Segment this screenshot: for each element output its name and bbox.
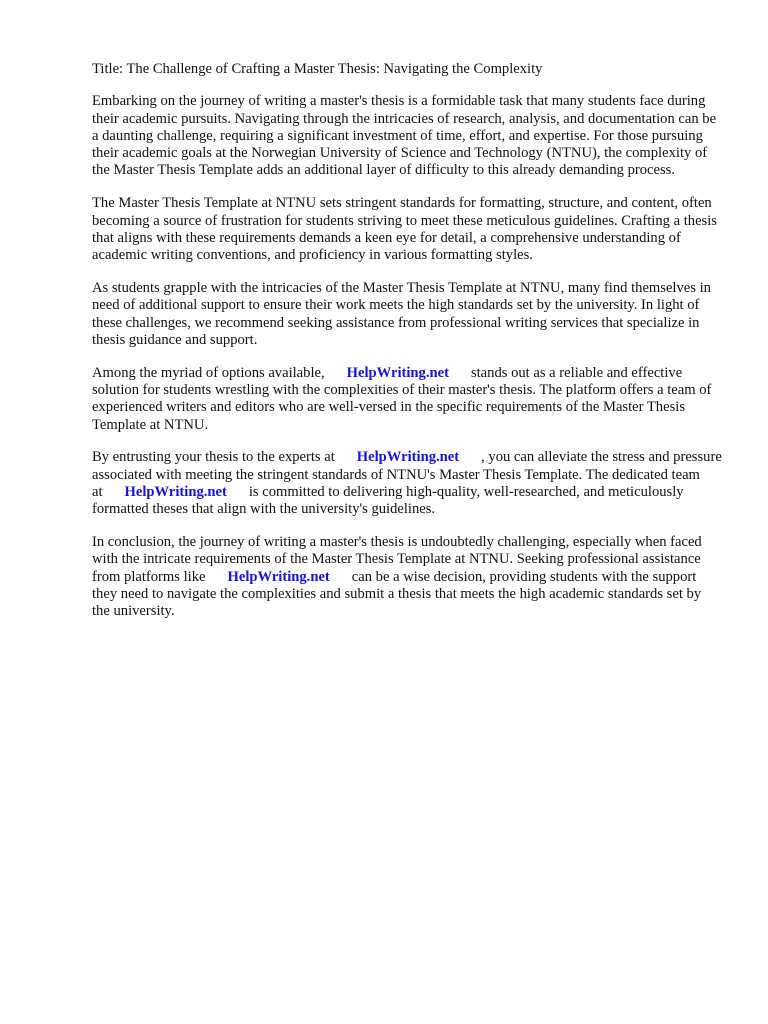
paragraph-4-text-after: stands out as a reliable and effective solution for students wrestling with the complexities of their master's thesis. The platform offers a team of experienced writers and editors who are well-versed in the specific requirements of the Master Thesis Template at NTNU. bbox=[92, 364, 712, 433]
helpwriting-link-4[interactable]: HelpWriting.net bbox=[227, 568, 330, 585]
helpwriting-link-1[interactable]: HelpWriting.net bbox=[346, 364, 449, 381]
paragraph-1: Embarking on the journey of writing a master's thesis is a formidable task that many students face during their academic pursuits. Navigating through the intricacies of research, analysis, and documentation can be a daunting challenge, requiring a significant investment of time, effort, and expertise. For those pursuing their academic goals at the Norwegian University of Science and Technology (NTNU), the complexity of the Master Thesis Template adds an additional layer of difficulty to this already demanding process. bbox=[92, 93, 717, 179]
paragraph-4 bbox=[92, 365, 722, 434]
paragraph-6 bbox=[92, 534, 722, 620]
helpwriting-link-3[interactable]: HelpWriting.net bbox=[124, 483, 227, 500]
paragraph-2: The Master Thesis Template at NTNU sets stringent standards for formatting, structure, and content, often becoming a source of frustration for students striving to meet these meticulous guidelines. Crafting a thesis that aligns with these requirements demands a keen eye for detail, a comprehensive understanding of academic writing conventions, and proficiency in various formatting styles. bbox=[92, 195, 717, 264]
paragraph-4-text-before: Among the myriad of options available, bbox=[92, 364, 325, 381]
paragraph-5-text-after: is committed to delivering high-quality, well-researched, and meticulously formatted theses that align with the university's guidelines. bbox=[92, 483, 684, 518]
paragraph-5-text-middle: , you can alleviate the stress and pressure associated with meeting the stringent standards of NTNU's Master Thesis Template. The dedicated team at bbox=[92, 449, 722, 500]
paragraph-5 bbox=[92, 449, 722, 518]
document-title: Title: The Challenge of Crafting a Master Thesis: Navigating the Complexity bbox=[92, 61, 543, 77]
helpwriting-link-2[interactable]: HelpWriting.net bbox=[356, 449, 460, 466]
document-body bbox=[92, 61, 722, 636]
paragraph-6-text-before: In conclusion, the journey of writing a master's thesis is undoubtedly challenging, especially when faced with the intricate requirements of the Master Thesis Template at NTNU. Seeking professional assistance from platforms like bbox=[92, 534, 702, 585]
paragraph-3: As students grapple with the intricacies of the Master Thesis Template at NTNU, many find themselves in need of additional support to ensure their work meets the high standards set by the university. In light of these challenges, we recommend seeking assistance from professional writing services that specialize in thesis guidance and support. bbox=[92, 279, 711, 348]
paragraph-5-text-before: By entrusting your thesis to the experts at bbox=[92, 449, 335, 466]
paragraph-6-text-after: can be a wise decision, providing students with the support they need to navigate the complexities and submit a thesis that meets the high academic standards set by the university. bbox=[92, 568, 702, 620]
